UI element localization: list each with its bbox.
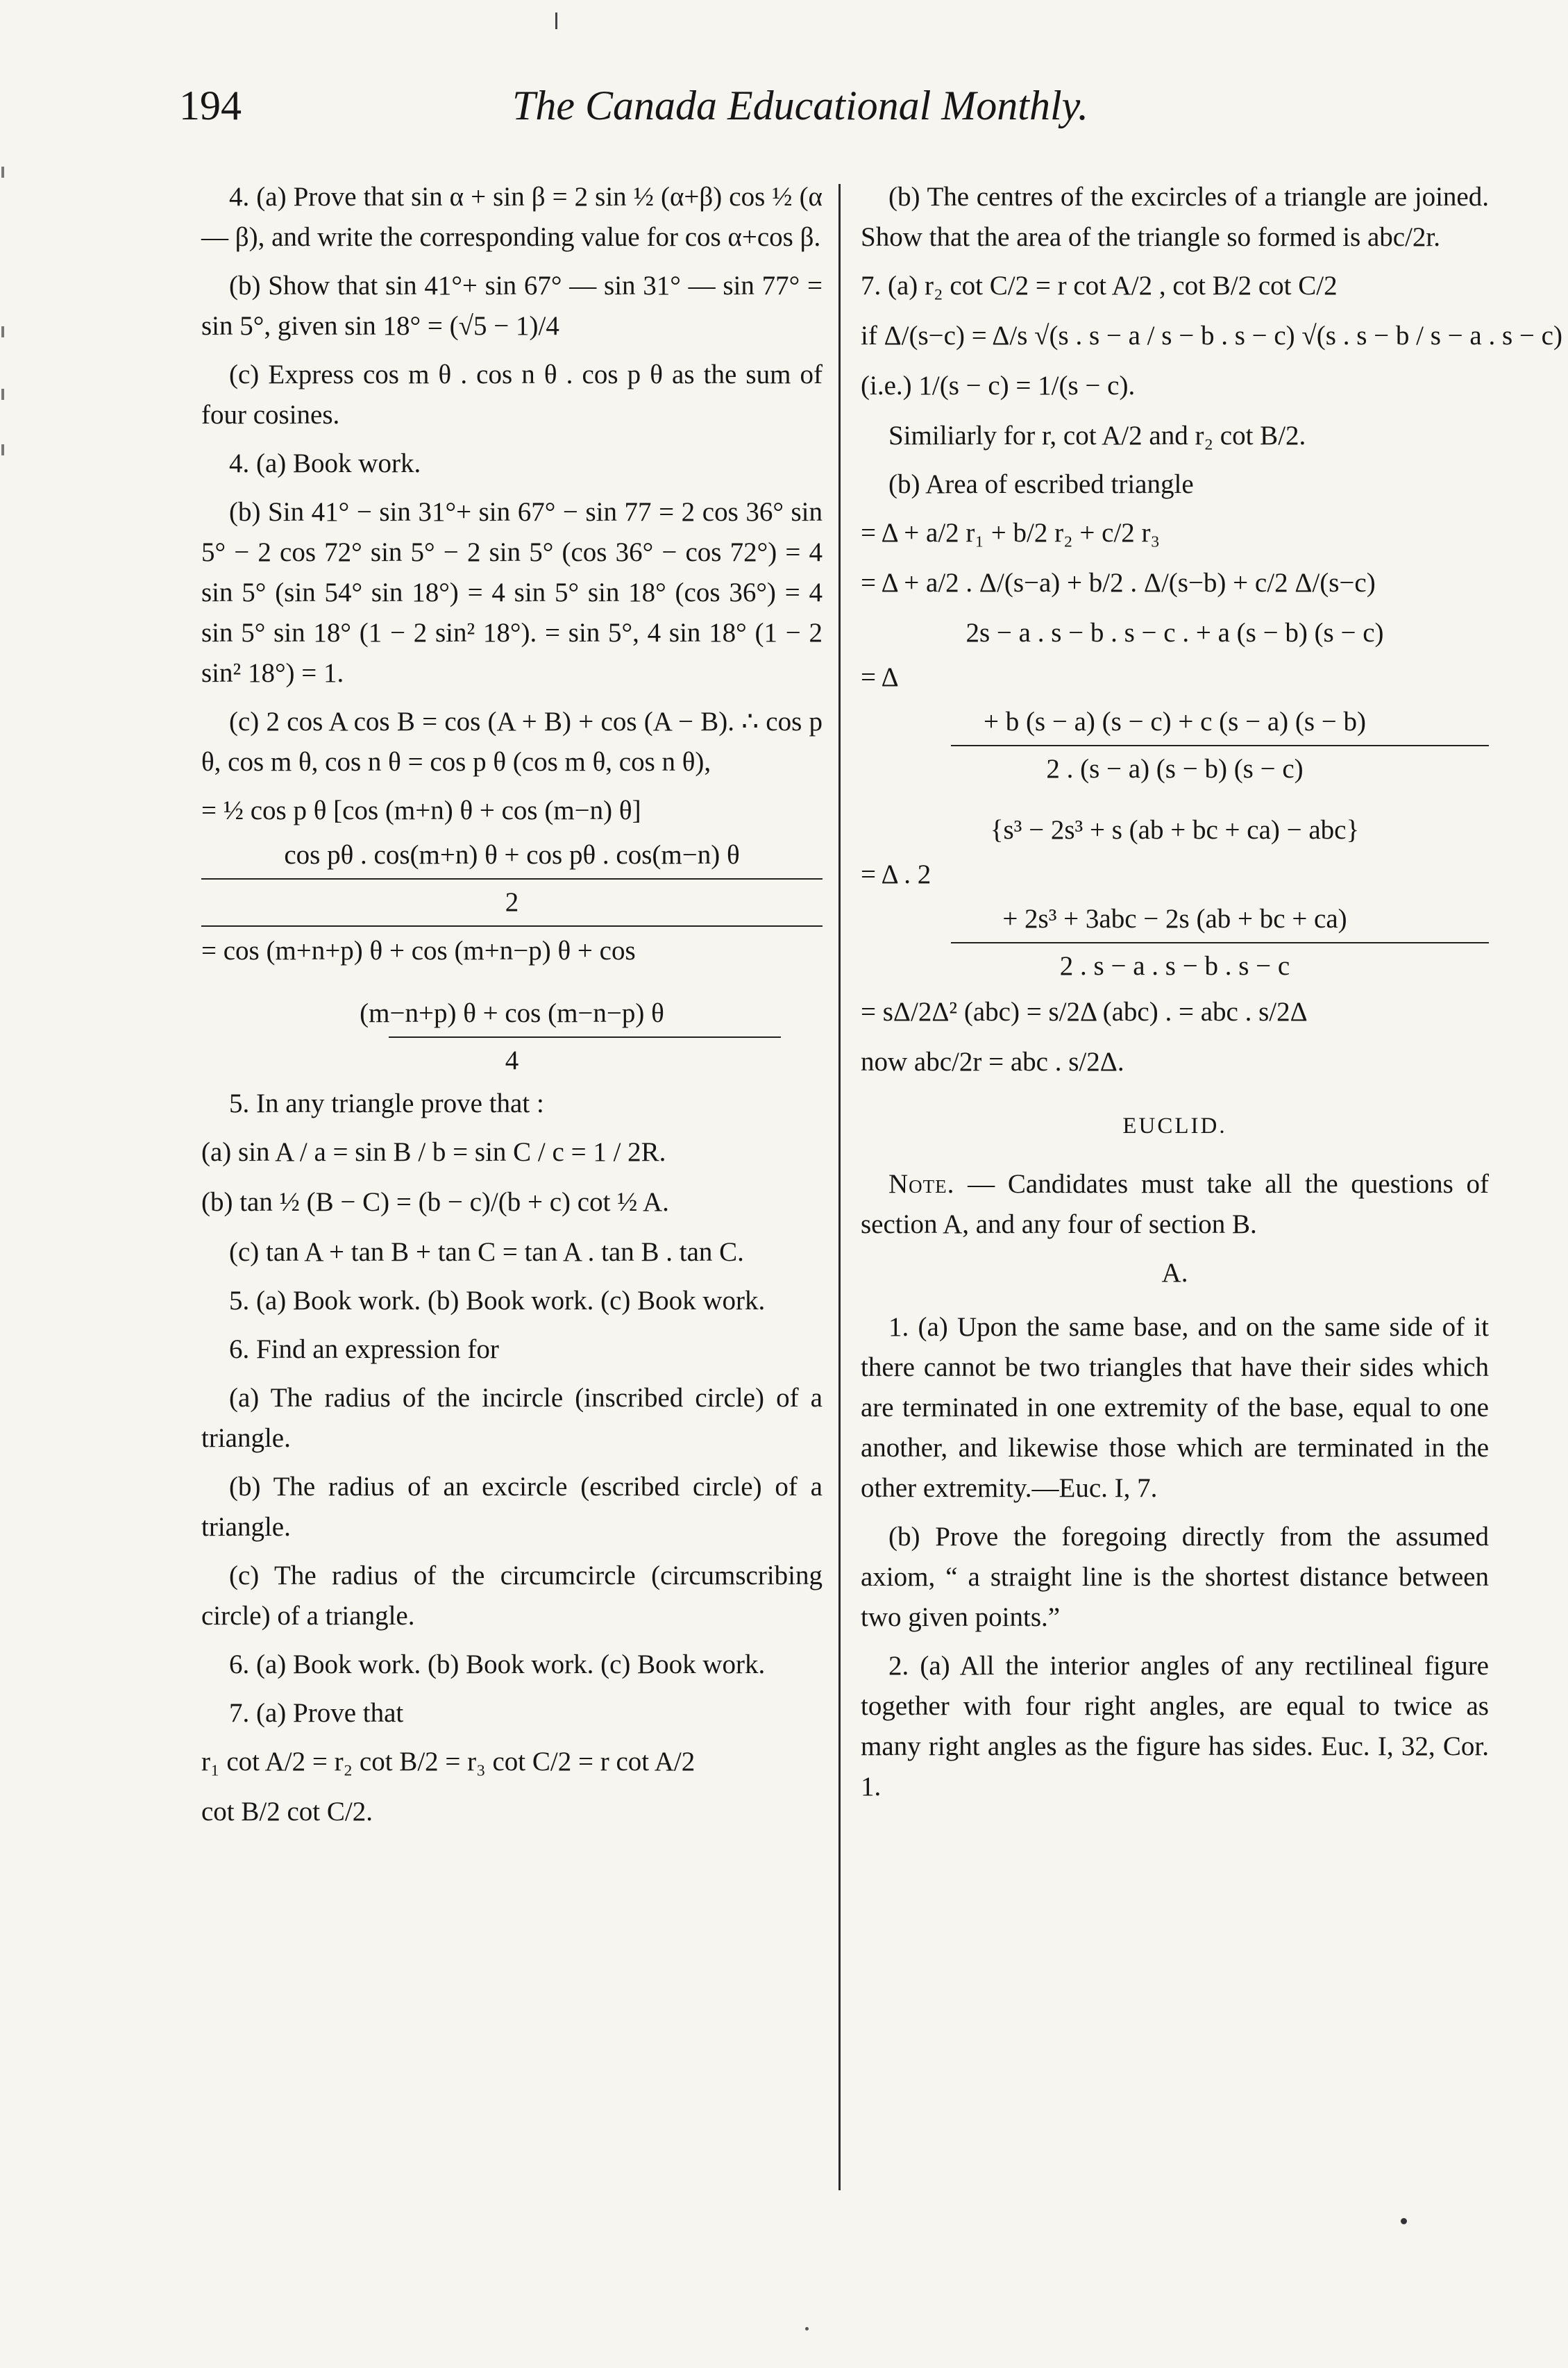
fraction-bar [201, 878, 823, 880]
answer-4c-fraction1-denominator: 2 [505, 887, 519, 917]
question-4c: (c) Express cos m θ . cos n θ . cos p θ as the sum of four cosines. [201, 360, 823, 430]
question-6: 6. Find an expression for [229, 1334, 499, 1364]
answer-7b-line6: now abc/2r = abc . s/2Δ. [861, 1047, 1124, 1077]
answer-4b: (b) Sin 41° − sin 31°+ sin 67° − sin 77 = 2 cos 36° sin 5° − 2 cos 72° sin 5° − 2 sin 5° (cos 36° − cos 72°) = 4 sin 5° (sin 54° sin 18°) = 4 sin 5° sin 18° (cos 36°) = 4 sin 5° sin 18° (1 − 2 sin² 18°). = sin 5°, 4 sin 18° (1 − 2 sin² 18°) = 1. [201, 497, 823, 688]
answer-4c-fraction1-numerator: cos pθ . cos(m+n) θ + cos pθ . cos(m−n) θ [284, 840, 740, 870]
note-paragraph [861, 1164, 1489, 1245]
question-7a-equation2: cot B/2 cot C/2. [201, 1797, 373, 1827]
answer-5: 5. (a) Book work. (b) Book work. (c) Book work. [229, 1286, 766, 1316]
question-5a: (a) sin A / a = sin B / b = sin C / c = 1 / 2R. [201, 1137, 666, 1167]
fraction-bar [951, 942, 1489, 943]
answer-7b-line4-numerator: {s³ − 2s³ + s (ab + bc + ca) − abc} [990, 815, 1360, 845]
answer-7b-line3-denominator: 2 . (s − a) (s − b) (s − c) [1046, 754, 1304, 784]
section-heading-euclid: EUCLID. [1122, 1114, 1227, 1139]
answer-6: 6. (a) Book work. (b) Book work. (c) Book work. [229, 1649, 766, 1679]
column-divider [838, 184, 841, 2190]
answer-7b: (b) Area of escribed triangle [888, 469, 1194, 499]
answer-7a-condition: if Δ/(s−c) = Δ/s √(s . s − a / s − b . s − c) √(s . s − b / s − a . s − c) [861, 321, 1562, 351]
right-column [861, 177, 1562, 1815]
answer-7b-line5: = sΔ/2Δ² (abc) = s/2Δ (abc) . = abc . s/2Δ [861, 997, 1308, 1027]
question-4b: (b) Show that sin 41°+ sin 67° — sin 31° — sin 77° = sin 5°, given sin 18° = (√5 − 1)/4 [201, 271, 823, 341]
answer-7b-line1: = Δ + a/2 r₁ + b/2 r₂ + c/2 r₃ [861, 518, 1161, 548]
question-6a: (a) The radius of the incircle (inscribed circle) of a triangle. [201, 1383, 823, 1453]
answer-7b-line4-numerator-cont: + 2s³ + 3abc − 2s (ab + bc + ca) [1002, 904, 1347, 934]
print-mark [1401, 2218, 1407, 2224]
section-a-heading: A. [1161, 1258, 1188, 1288]
answer-4c-line3: = cos (m+n+p) θ + cos (m+n−p) θ + cos [201, 936, 636, 966]
answer-4a: 4. (a) Book work. [229, 448, 421, 478]
answer-7b-line4-equals: = Δ . 2 [861, 859, 931, 889]
answer-7b-line2: = Δ + a/2 . Δ/(s−a) + b/2 . Δ/(s−b) + c/2 Δ/(s−c) [861, 568, 1376, 598]
question-7a: 7. (a) Prove that [229, 1698, 404, 1728]
answer-7a: 7. (a) r₂ cot C/2 = r cot A/2 , cot B/2 cot C/2 [861, 271, 1338, 301]
question-4a: 4. (a) Prove that sin α + sin β = 2 sin ½ (α+β) cos ½ (α — β), and write the corresponding value for cos α+cos β. [201, 182, 823, 252]
answer-7a-similarly: Similiarly for r, cot A/2 and r₂ cot B/2. [888, 421, 1306, 451]
answer-7b-line3-numerator-cont: + b (s − a) (s − c) + c (s − a) (s − b) [983, 707, 1367, 737]
answer-4c-fraction2-numerator: (m−n+p) θ + cos (m−n−p) θ [360, 998, 664, 1028]
answer-7a-ie: (i.e.) 1/(s − c) = 1/(s − c). [861, 371, 1136, 401]
scan-mark [555, 12, 557, 29]
note-text: — Candidates must take all the questions of section A, and any four of section B. [861, 1169, 1489, 1239]
answer-4c-line1: = ½ cos p θ [cos (m+n) θ + cos (m−n) θ] [201, 796, 641, 825]
answer-7b-line3-numerator: 2s − a . s − b . s − c . + a (s − b) (s − c) [966, 618, 1384, 648]
question-7b: (b) The centres of the excircles of a triangle are joined. Show that the area of the triangle so formed is abc/2r. [861, 182, 1489, 252]
note-label: Note. [888, 1169, 955, 1199]
print-mark [805, 2327, 809, 2331]
question-7a-equation1: r₁ cot A/2 = r₂ cot B/2 = r₃ cot C/2 = r cot A/2 [201, 1747, 696, 1777]
page-number: 194 [179, 83, 242, 128]
euclid-question-2a: 2. (a) All the interior angles of any rectilineal figure together with four right angles, are equal to twice as many right angles as the figure has sides. Euc. I, 32, Cor. 1. [861, 1651, 1489, 1802]
answer-4c: (c) 2 cos A cos B = cos (A + B) + cos (A − B). ∴ cos p θ, cos m θ, cos n θ = cos p θ (cos m θ, cos n θ), [201, 707, 823, 777]
answer-7b-line4-denominator: 2 . s − a . s − b . s − c [1059, 951, 1290, 981]
running-title: The Canada Educational Monthly. [512, 83, 1088, 128]
fraction-bar [201, 925, 823, 927]
fraction-bar [389, 1036, 781, 1038]
fraction-bar [951, 745, 1489, 746]
left-column [201, 177, 823, 1842]
answer-7b-line3-equals: = Δ [861, 662, 899, 692]
answer-4c-fraction2-denominator: 4 [505, 1046, 519, 1075]
euclid-question-1b: (b) Prove the foregoing directly from the assumed axiom, “ a straight line is the shortest distance between two given points.” [861, 1522, 1489, 1632]
euclid-question-1a: 1. (a) Upon the same base, and on the same side of it there cannot be two triangles that have their sides which are terminated in one extremity of the base, equal to one another, and likewise those which are terminated in the other extremity.—Euc. I, 7. [861, 1312, 1489, 1503]
question-5b: (b) tan ½ (B − C) = (b − c)/(b + c) cot ½ A. [201, 1187, 669, 1217]
question-6b: (b) The radius of an excircle (escribed circle) of a triangle. [201, 1472, 823, 1542]
question-5c: (c) tan A + tan B + tan C = tan A . tan B . tan C. [229, 1237, 744, 1267]
question-5: 5. In any triangle prove that : [229, 1089, 544, 1118]
page-header [179, 82, 1470, 144]
question-6c: (c) The radius of the circumcircle (circumscribing circle) of a triangle. [201, 1561, 823, 1631]
